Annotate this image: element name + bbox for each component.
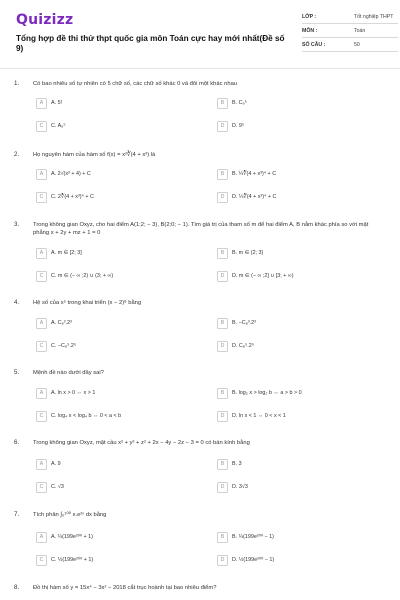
meta-label: LỚP :: [302, 14, 317, 20]
question-number: 4.: [14, 299, 20, 306]
option-text: D. m ∈ (− ∞ ;2] ∪ [3; + ∞): [232, 273, 294, 279]
option-text: B. m ∈ (2; 3): [232, 250, 264, 256]
option-c[interactable]: [36, 411, 186, 423]
option-text: B. ¼(199e²⁰⁰ − 1): [232, 534, 274, 540]
option-letter-box: D: [217, 192, 228, 203]
option-text: B. 3: [232, 461, 242, 467]
option-d[interactable]: [217, 271, 367, 283]
option-text: D. ½(199e²⁰⁰ − 1): [232, 557, 275, 563]
question-text: Trong không gian Oxyz, mặt cầu x² + y² + z² + 2x − 4y − 2z − 3 = 0 có bán kính bằng: [33, 440, 250, 446]
option-text: D. C₈⁵.2⁵: [232, 343, 254, 349]
meta-value: Toán: [354, 28, 366, 34]
document-title: Tổng hợp đề thi thử thpt quốc gia môn Toán cực hay mới nhất(Đề số 9): [16, 34, 285, 53]
option-letter-box: A: [36, 169, 47, 180]
option-a[interactable]: [36, 388, 186, 400]
header-divider: [0, 68, 400, 69]
option-letter-box: D: [217, 271, 228, 282]
option-letter-box: C: [36, 192, 47, 203]
option-letter-box: B: [217, 532, 228, 543]
question-number: 2.: [14, 151, 20, 158]
option-letter-box: C: [36, 555, 47, 566]
option-text: A. 2√(x³ + 4) + C: [51, 171, 91, 177]
option-text: D. 3√3: [232, 484, 248, 490]
meta-value: 50: [354, 42, 360, 48]
option-letter-box: B: [217, 388, 228, 399]
option-text: A. 5!: [51, 100, 63, 106]
option-text: A. 9: [51, 461, 61, 467]
option-letter-box: B: [217, 318, 228, 329]
option-d[interactable]: [217, 192, 367, 204]
option-b[interactable]: [217, 388, 367, 400]
question-number: 6.: [14, 439, 20, 446]
meta-row-class: [302, 10, 398, 24]
option-text: B. C₉⁵: [232, 100, 247, 106]
option-text: A. C₈³.2³: [51, 320, 72, 326]
option-a[interactable]: [36, 169, 186, 181]
meta-value: Tốt nghiệp THPT: [354, 14, 394, 20]
option-c[interactable]: [36, 482, 186, 494]
option-b[interactable]: [217, 169, 367, 181]
option-b[interactable]: [217, 318, 367, 330]
option-text: C. √3: [51, 484, 64, 490]
option-text: B. ¼∛(4 + x³)⁴ + C: [232, 171, 277, 177]
option-d[interactable]: [217, 341, 367, 353]
worksheet-header: [16, 10, 394, 62]
question-text: Trong không gian Oxyz, cho hai điểm A(1;2; − 3), B(2;0; − 1). Tìm giá trị của tham số m để hai điểm A, B nằm khác phía so với mặt phẳng x + 2y + mz + 1 = 0: [33, 222, 369, 236]
option-c[interactable]: [36, 555, 186, 567]
option-letter-box: B: [217, 169, 228, 180]
option-letter-box: A: [36, 98, 47, 109]
option-text: D. 9⁵: [232, 123, 245, 129]
option-a[interactable]: [36, 459, 186, 471]
option-text: C. 2∛(4 + x³)⁴ + C: [51, 194, 94, 200]
option-c[interactable]: [36, 192, 186, 204]
question-text: Có bao nhiêu số tự nhiên có 5 chữ số, các chữ số khác 0 và đôi một khác nhau: [33, 81, 238, 87]
option-letter-box: B: [217, 98, 228, 109]
option-letter-box: D: [217, 482, 228, 493]
option-letter-box: A: [36, 532, 47, 543]
option-c[interactable]: [36, 121, 186, 133]
option-a[interactable]: [36, 532, 186, 544]
option-b[interactable]: [217, 459, 367, 471]
option-text: C. A₉⁵: [51, 123, 66, 129]
option-c[interactable]: [36, 341, 186, 353]
option-d[interactable]: [217, 482, 367, 494]
question-text: Hệ số của x⁵ trong khai triển (x − 2)⁸ bằng: [33, 300, 142, 306]
option-c[interactable]: [36, 271, 186, 283]
option-letter-box: B: [217, 248, 228, 259]
option-text: A. ¼(199e²⁰⁰ + 1): [51, 534, 93, 540]
option-d[interactable]: [217, 555, 367, 567]
option-a[interactable]: [36, 318, 186, 330]
option-letter-box: A: [36, 248, 47, 259]
question-text: Mệnh đề nào dưới đây sai?: [33, 370, 104, 376]
meta-row-subject: [302, 24, 398, 38]
option-text: B. log₂ x > log₂ b ⇔ a > b > 0: [232, 390, 302, 396]
meta-label: SỐ CÂU :: [302, 42, 326, 48]
question-number: 1.: [14, 80, 20, 87]
option-letter-box: A: [36, 318, 47, 329]
option-letter-box: A: [36, 459, 47, 470]
option-text: D. ln x < 1 ⇔ 0 < x < 1: [232, 413, 286, 419]
option-text: C. log₄ x < log₄ b ⇔ 0 < a < b: [51, 413, 122, 419]
option-a[interactable]: [36, 98, 186, 110]
option-letter-box: C: [36, 411, 47, 422]
option-letter-box: D: [217, 411, 228, 422]
option-letter-box: D: [217, 121, 228, 132]
option-a[interactable]: [36, 248, 186, 260]
option-letter-box: B: [217, 459, 228, 470]
option-letter-box: D: [217, 555, 228, 566]
option-text: C. −C₈⁵.2⁵: [51, 343, 77, 349]
option-letter-box: C: [36, 271, 47, 282]
option-text: C. m ∈ (− ∞ ;2) ∪ (3; + ∞): [51, 273, 114, 279]
option-letter-box: C: [36, 482, 47, 493]
meta-box: [302, 10, 398, 52]
question-number: 7.: [14, 511, 20, 518]
option-b[interactable]: [217, 248, 367, 260]
option-text: A. m ∈ [2; 3]: [51, 250, 82, 256]
option-letter-box: C: [36, 341, 47, 352]
option-d[interactable]: [217, 121, 367, 133]
option-letter-box: C: [36, 121, 47, 132]
option-text: D. ¼∛(4 + x³)⁴ + C: [232, 194, 277, 200]
option-b[interactable]: [217, 532, 367, 544]
question-number: 3.: [14, 221, 20, 228]
option-letter-box: D: [217, 341, 228, 352]
question-number: 5.: [14, 369, 20, 376]
option-text: A. ln x > 0 ⇔ x > 1: [51, 390, 96, 396]
option-text: B. −C₈³.2³: [232, 320, 256, 326]
meta-label: MÔN :: [302, 28, 318, 34]
quizizz-logo: Quizizz: [16, 12, 74, 28]
question-number: 8.: [14, 584, 20, 591]
option-d[interactable]: [217, 411, 367, 423]
question-text: Tích phân ∫₀¹⁰⁰ x.e²ˣ dx bằng: [33, 512, 107, 518]
meta-row-question-count: [302, 38, 398, 52]
option-text: C. ½(199e²⁰⁰ + 1): [51, 557, 94, 563]
question-text: Họ nguyên hàm của hàm số f(x) = x²∛(4 + x³) là: [33, 152, 156, 158]
option-letter-box: A: [36, 388, 47, 399]
question-text: Đồ thị hàm số y = 15x⁴ − 3x² − 2018 cắt trục hoành tại bao nhiêu điểm?: [33, 585, 217, 591]
option-b[interactable]: [217, 98, 367, 110]
